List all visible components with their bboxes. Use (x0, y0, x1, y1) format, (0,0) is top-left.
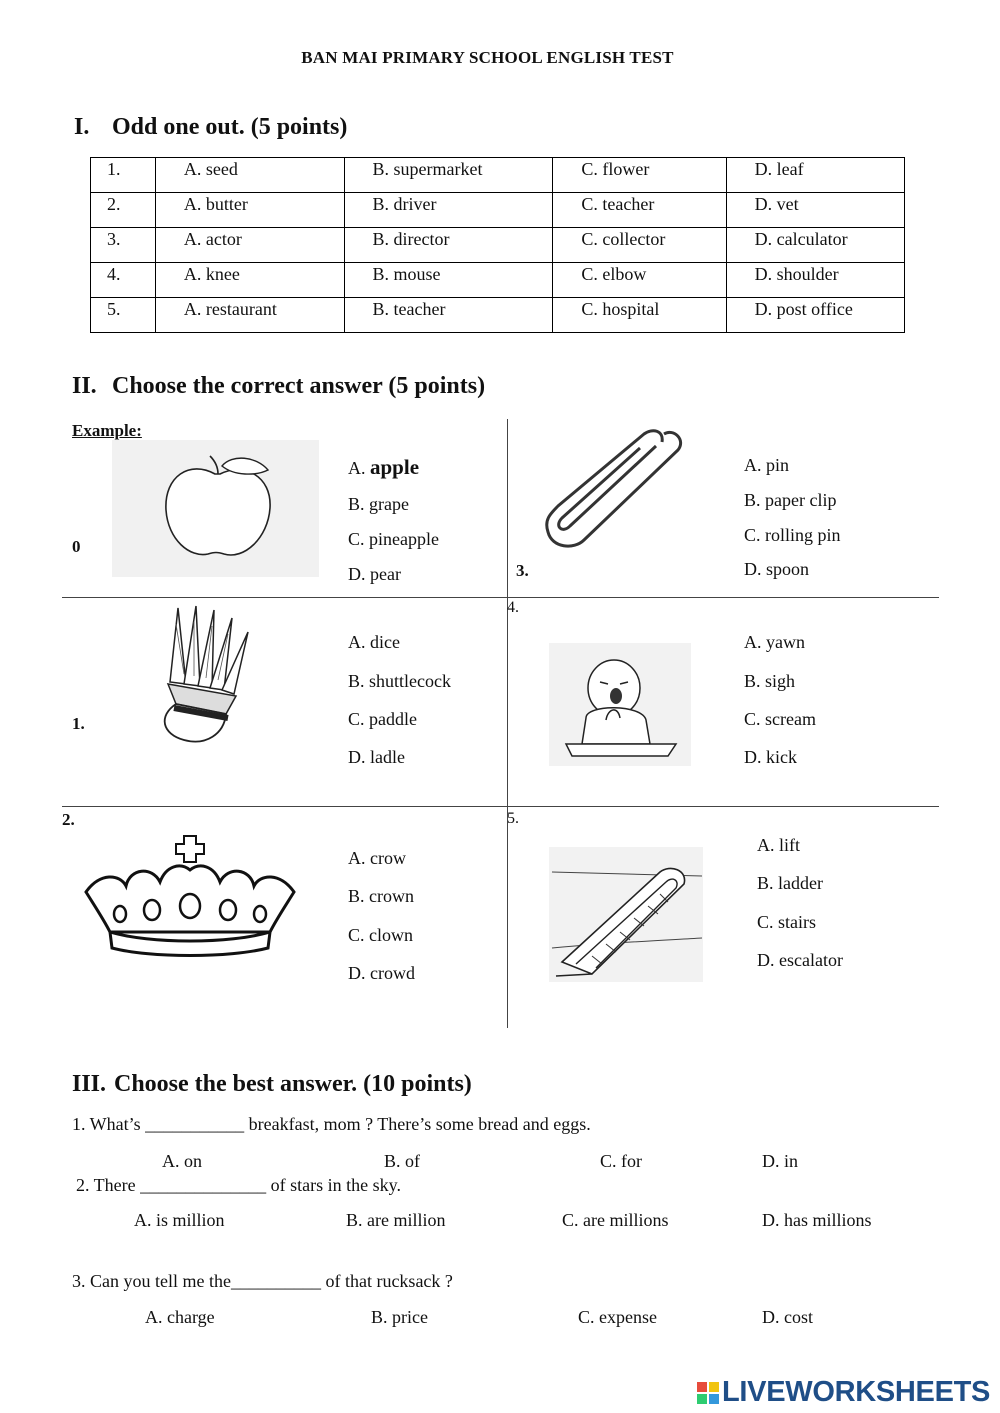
item-0-option-b: B. grape (348, 494, 409, 514)
odd-row-option-c-text: C. elbow (581, 264, 647, 284)
odd-row-option-d (726, 298, 904, 333)
odd-row-option-b-text: B. supermarket (372, 159, 483, 179)
item-1-option-b: B. shuttlecock (348, 671, 451, 691)
odd-row-option-d-text: D. post office (754, 299, 853, 319)
section-2-heading (72, 373, 485, 400)
odd-row-option-d (726, 193, 904, 228)
odd-row-row-number-text: 3. (107, 229, 121, 249)
question-3-option-a: A. charge (145, 1307, 215, 1327)
odd-row-option-c-text: C. flower (581, 159, 650, 179)
grid-divider-row-1 (62, 597, 939, 598)
item-3-option-b: B. paper clip (744, 490, 837, 510)
item-2-option-d: D. crowd (348, 963, 415, 983)
paper-clip-icon (544, 428, 684, 548)
logo-mark-tile (697, 1382, 707, 1392)
odd-row-row-number-text: 2. (107, 194, 121, 214)
question-3-option-b: B. price (371, 1307, 428, 1327)
odd-row-option-c (553, 298, 726, 333)
odd-row-option-c-text: C. teacher (581, 194, 655, 214)
shuttlecock-icon (148, 604, 258, 749)
odd-row-option-b-text: B. director (372, 229, 450, 249)
section-3-heading (72, 1071, 472, 1098)
odd-row-option-c (553, 263, 726, 298)
odd-row-option-b (344, 298, 553, 333)
odd-row (91, 158, 905, 193)
odd-row-option-d (726, 263, 904, 298)
section-3-number: III. (72, 1071, 107, 1097)
item-2-option-a: A. crow (348, 848, 406, 868)
odd-row-option-a-text: A. actor (183, 229, 242, 249)
odd-row-option-a-text: A. restaurant (183, 299, 277, 319)
item-0-option-c: C. pineapple (348, 529, 439, 549)
section-2-number: II. (72, 373, 97, 399)
odd-row-option-b (344, 263, 553, 298)
odd-row-option-c (553, 158, 726, 193)
question-2-option-a: A. is million (134, 1210, 225, 1230)
item-3-option-a: A. pin (744, 455, 789, 475)
test-title: BAN MAI PRIMARY SCHOOL ENGLISH TEST (301, 48, 674, 67)
yawning-boy-icon (556, 648, 686, 763)
apple-icon (160, 448, 280, 563)
question-3-text: 3. Can you tell me the__________ of that rucksack ? (72, 1271, 453, 1291)
odd-row-option-a (155, 158, 344, 193)
item-1-option-c: C. paddle (348, 709, 417, 729)
item-0-option-d: D. pear (348, 564, 401, 584)
odd-row-option-a (155, 228, 344, 263)
question-1-option-c: C. for (600, 1151, 642, 1171)
question-1-option-b: B. of (384, 1151, 420, 1171)
question-2-option-c: C. are millions (562, 1210, 669, 1230)
item-3-number: 3. (516, 561, 529, 580)
odd-row (91, 228, 905, 263)
section-1-title: Odd one out. (5 points) (112, 114, 348, 140)
section-3-title: Choose the best answer. (10 points) (114, 1071, 472, 1097)
odd-row-row-number-text: 1. (107, 159, 121, 179)
item-4-option-b: B. sigh (744, 671, 796, 691)
question-1-option-a: A. on (162, 1151, 202, 1171)
odd-row-option-b (344, 193, 553, 228)
odd-row-option-b (344, 228, 553, 263)
odd-row-row-number (91, 263, 156, 298)
odd-row-option-a-text: A. seed (183, 159, 238, 179)
odd-row-row-number-text: 5. (107, 299, 121, 319)
odd-row (91, 193, 905, 228)
item-5-number: 5. (507, 810, 519, 827)
odd-row-row-number (91, 298, 156, 333)
item-4-number: 4. (507, 599, 519, 616)
odd-row (91, 263, 905, 298)
odd-row-row-number (91, 193, 156, 228)
question-1-text: 1. What’s ___________ breakfast, mom ? There’s some bread and eggs. (72, 1114, 591, 1134)
odd-row-option-d-text: D. vet (754, 194, 799, 214)
item-3-option-c: C. rolling pin (744, 525, 841, 545)
liveworksheets-logo-text: LIVEWORKSHEETS (722, 1376, 991, 1408)
odd-row-option-c (553, 228, 726, 263)
item-1-number: 1. (72, 714, 85, 733)
item-3-option-d: D. spoon (744, 559, 810, 579)
odd-row-option-a (155, 298, 344, 333)
item-2-option-c: C. clown (348, 925, 413, 945)
odd-row-option-d-text: D. calculator (754, 229, 848, 249)
crown-icon (80, 832, 302, 957)
odd-row-row-number (91, 228, 156, 263)
odd-row-option-c-text: C. hospital (581, 299, 660, 319)
section-1-heading (74, 114, 347, 141)
question-3-option-d: D. cost (762, 1307, 813, 1327)
example-answer: apple (370, 455, 420, 479)
item-2-number: 2. (62, 810, 75, 829)
item-5-option-a: A. lift (757, 835, 800, 855)
item-5-option-c: C. stairs (757, 912, 817, 932)
question-2-text: 2. There ______________ of stars in the sky. (76, 1175, 401, 1195)
item-0-option-a: A. apple (348, 455, 420, 479)
odd-row-option-d (726, 228, 904, 263)
question-3-option-c: C. expense (578, 1307, 657, 1327)
logo-mark-tile (709, 1394, 719, 1404)
liveworksheets-logo (697, 1376, 990, 1409)
odd-row (91, 298, 905, 333)
odd-row-option-a (155, 263, 344, 298)
odd-row-option-d (726, 158, 904, 193)
liveworksheets-logo-mark (697, 1382, 719, 1404)
item-2-option-b: B. crown (348, 886, 414, 906)
odd-row-option-b (344, 158, 553, 193)
question-2-option-d: D. has millions (762, 1210, 872, 1230)
odd-row-option-b-text: B. teacher (372, 299, 446, 319)
question-1-option-d: D. in (762, 1151, 798, 1171)
item-5-option-b: B. ladder (757, 873, 823, 893)
section-1-number: I. (74, 114, 90, 140)
logo-mark-tile (709, 1382, 719, 1392)
odd-row-option-b-text: B. driver (372, 194, 437, 214)
item-5-option-d: D. escalator (757, 950, 843, 970)
odd-row-option-c (553, 193, 726, 228)
odd-row-option-d-text: D. leaf (754, 159, 804, 179)
grid-divider-vertical (507, 419, 508, 1028)
escalator-icon (552, 852, 702, 980)
grid-divider-row-2 (62, 806, 939, 807)
item-4-option-a: A. yawn (744, 632, 805, 652)
item-1-option-d: D. ladle (348, 747, 405, 767)
odd-row-row-number-text: 4. (107, 264, 121, 284)
item-1-option-a: A. dice (348, 632, 400, 652)
odd-row-option-b-text: B. mouse (372, 264, 441, 284)
example-label: Example: (72, 421, 142, 440)
question-2-option-b: B. are million (346, 1210, 446, 1230)
logo-mark-tile (697, 1394, 707, 1404)
odd-row-option-a (155, 193, 344, 228)
odd-row-option-a-text: A. butter (183, 194, 248, 214)
item-0-number: 0 (72, 537, 81, 556)
odd-row-option-a-text: A. knee (183, 264, 240, 284)
odd-row-row-number (91, 158, 156, 193)
odd-row-option-c-text: C. collector (581, 229, 666, 249)
item-4-option-d: D. kick (744, 747, 797, 767)
section-2-title: Choose the correct answer (5 points) (112, 373, 486, 399)
odd-one-out-table (90, 157, 905, 333)
odd-row-option-d-text: D. shoulder (754, 264, 839, 284)
item-4-option-c: C. scream (744, 709, 816, 729)
